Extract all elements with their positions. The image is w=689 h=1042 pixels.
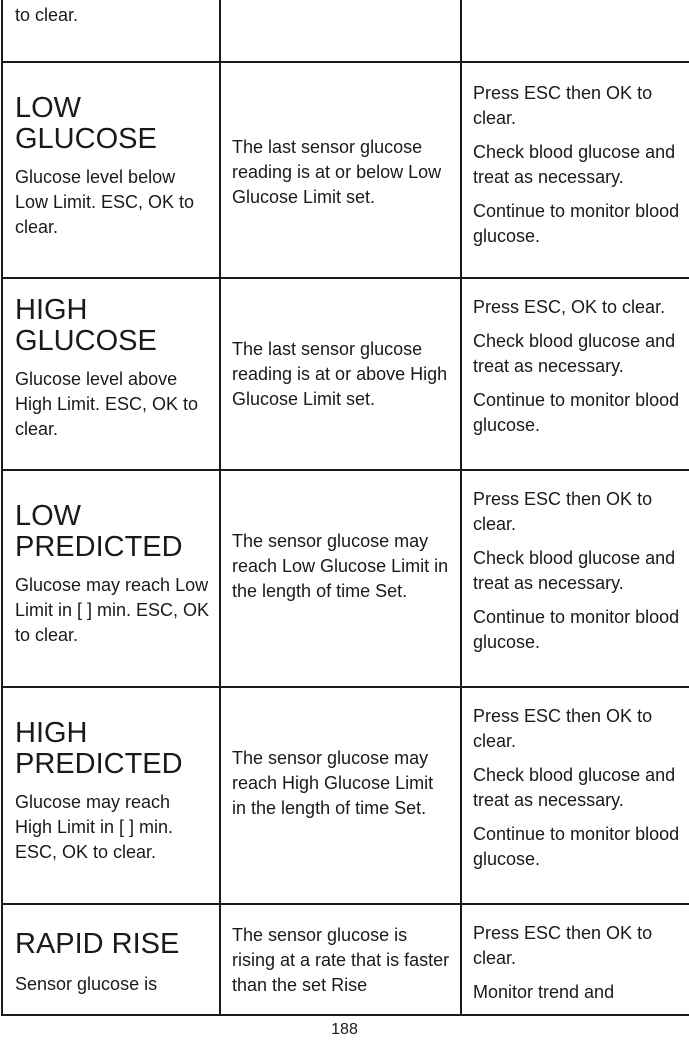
- alert-description: The sensor glucose is rising at a rate that is faster than the set Rise: [232, 925, 450, 995]
- cell-empty: [220, 0, 461, 62]
- action-item: Press ESC then OK to clear.: [473, 923, 653, 968]
- table-row-low-predicted: [2, 470, 689, 687]
- table-row-low-glucose: [2, 62, 689, 278]
- table-row-high-glucose: [2, 278, 689, 470]
- alerts-table: [1, 0, 689, 1016]
- action-item: Continue to monitor blood glucose.: [473, 824, 680, 869]
- alert-description-cell: [220, 687, 461, 904]
- fragment-text: to clear.: [15, 5, 79, 25]
- alert-name-cell: [2, 687, 220, 904]
- alert-description-cell: [220, 470, 461, 687]
- alert-description: The last sensor glucose reading is at or above High Glucose Limit set.: [232, 339, 448, 409]
- alert-name-cell: [2, 904, 220, 1015]
- alert-actions-cell: [461, 278, 689, 470]
- table-row-fragment: [2, 0, 689, 62]
- alert-description-cell: [220, 62, 461, 278]
- action-item: Continue to monitor blood glucose.: [473, 607, 680, 652]
- alert-message: Sensor glucose is: [15, 974, 158, 994]
- alert-description: The last sensor glucose reading is at or below Low Glucose Limit set.: [232, 137, 442, 207]
- alert-title: HIGH GLUCOSE: [15, 294, 157, 357]
- alert-name-cell: [2, 62, 220, 278]
- alert-message: Glucose may reach Low Limit in [ ] min. ESC, OK to clear.: [15, 575, 210, 645]
- alert-title: RAPID RISE: [15, 928, 180, 960]
- page-number: 188: [331, 1021, 358, 1038]
- alert-title: LOW GLUCOSE: [15, 92, 157, 155]
- action-item: Check blood glucose and treat as necessary.: [473, 765, 676, 810]
- table-row-rapid-rise: [2, 904, 689, 1015]
- action-item: Continue to monitor blood glucose.: [473, 390, 680, 435]
- table-row-high-predicted: [2, 687, 689, 904]
- alert-message: Glucose level above High Limit. ESC, OK to clear.: [15, 369, 199, 439]
- alert-message: Glucose level below Low Limit. ESC, OK to clear.: [15, 167, 195, 237]
- alert-title: HIGH PREDICTED: [15, 717, 183, 780]
- action-item: Check blood glucose and treat as necessary.: [473, 331, 676, 376]
- action-item: Check blood glucose and treat as necessary.: [473, 548, 676, 593]
- alert-title: LOW PREDICTED: [15, 500, 183, 563]
- alert-actions-cell: [461, 470, 689, 687]
- alert-message: Glucose may reach High Limit in [ ] min. ESC, OK to clear.: [15, 792, 174, 862]
- cell-empty: [461, 0, 689, 62]
- action-item: Press ESC, OK to clear.: [473, 297, 666, 317]
- alert-description-cell: [220, 278, 461, 470]
- action-item: Press ESC then OK to clear.: [473, 489, 653, 534]
- action-item: Continue to monitor blood glucose.: [473, 201, 680, 246]
- action-item: Press ESC then OK to clear.: [473, 83, 653, 128]
- alert-actions-cell: [461, 62, 689, 278]
- action-item: Check blood glucose and treat as necessary.: [473, 142, 676, 187]
- alert-name-cell: [2, 470, 220, 687]
- action-item: Monitor trend and: [473, 982, 615, 1002]
- action-item: Press ESC then OK to clear.: [473, 706, 653, 751]
- alert-description: The sensor glucose may reach Low Glucose Limit in the length of time Set.: [232, 531, 449, 601]
- alert-name-cell: [2, 278, 220, 470]
- alert-description-cell: [220, 904, 461, 1015]
- alert-actions-cell: [461, 904, 689, 1015]
- alert-description: The sensor glucose may reach High Glucose Limit in the length of time Set.: [232, 748, 434, 818]
- alert-actions-cell: [461, 687, 689, 904]
- cell-fragment: [2, 0, 220, 62]
